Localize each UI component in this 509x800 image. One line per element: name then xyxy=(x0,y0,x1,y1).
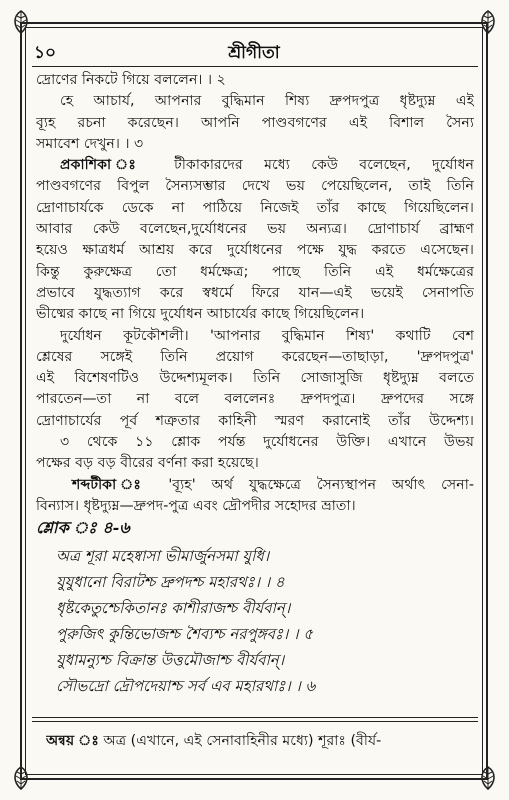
sloka-heading: শ্লোক ঃ ৪-৬ xyxy=(36,518,130,538)
leaf-ornament-icon xyxy=(8,9,34,35)
line-text: হয়েও ক্ষাত্রধর্ম আশ্রয় করে দুর্যোধনের পক্ষে যুদ্ধ করতে এসেছেন। xyxy=(36,242,474,259)
running-title: শ্রীগীতা xyxy=(228,43,280,63)
leaf-ornament-icon xyxy=(8,765,34,791)
verse-line: ধৃষ্টকেতুশ্চেকিতানঃ কাশীরাজশ্চ বীর্যবান্। xyxy=(56,598,291,617)
text-line xyxy=(36,326,474,347)
text-line xyxy=(36,432,474,453)
line-text: টীকাকারদের মধ্যে কেউ বলেছেন, দুর্যোধন xyxy=(152,157,474,174)
line-text: হে আচার্য, আপনার বুদ্ধিমান শিষ্য দ্রুপদপুত্র ধৃষ্টদ্যুম্ন এই xyxy=(60,93,474,110)
line-text: পাণ্ডবগণের বিপুল সৈন্যসম্ভার দেখে ভয় পেয়েছিলেন, তাই তিনি xyxy=(36,178,474,195)
text-line xyxy=(36,240,474,261)
line-text: ভীষ্মের কাছে না গিয়ে দুর্যোধন আচার্যের কাছে গিয়েছিলেন। xyxy=(36,306,365,323)
anvaya-text: অত্র (এখানে, এই সেনাবাহিনীর মধ্যে) শূরাঃ (বীর্য- xyxy=(98,733,382,749)
text-line xyxy=(36,134,474,155)
text-line xyxy=(36,411,474,432)
text-line xyxy=(36,368,474,389)
term-label: প্রকাশিকা ঃ xyxy=(60,157,153,174)
footer-divider xyxy=(32,717,478,718)
text-line xyxy=(36,389,474,410)
page-number: ১০ xyxy=(34,43,57,63)
text-line xyxy=(36,304,474,325)
line-text: সমাবেশ দেখুন। । ৩ xyxy=(36,135,144,152)
leaf-ornament-icon xyxy=(475,9,501,35)
footer-divider xyxy=(32,721,478,722)
verse-line: অত্র শূরা মহেষ্বাসা ভীমার্জুনসমা যুধি। xyxy=(56,546,270,565)
text-line xyxy=(36,283,474,304)
line-text: শ্লেষের সঙ্গেই তিনি প্রয়োগ করেছেন—তাছাড়া, 'দ্রুপদপুত্র' xyxy=(36,348,474,365)
footer-anvaya xyxy=(46,730,474,754)
anvaya-label: অন্বয় ঃ xyxy=(46,733,99,749)
text-line xyxy=(36,176,474,197)
line-text: পারতেন—তা না বলে বললেনঃ দ্রুপদপুত্র। দ্রুপদের সঙ্গে xyxy=(36,391,474,408)
text-line xyxy=(36,198,474,219)
line-text: দ্রোণের নিকটে গিয়ে বললেন। । ২ xyxy=(36,72,226,88)
text-line xyxy=(36,496,474,517)
page-header xyxy=(34,40,474,62)
verse-line: পুরুজিৎ কুন্তিভোজশ্চ শৈব্যশ্চ নরপুঙ্গবঃ। । ৫ xyxy=(56,624,313,643)
verse-line: যুযুধানো বিরাটশ্চ দ্রুপদশ্চ মহারথঃ। । ৪ xyxy=(56,572,285,591)
text-line xyxy=(36,219,474,240)
line-text: দ্রোণাচার্যকে ডেকে না পাঠিয়ে নিজেই তাঁর কাছে গিয়েছিলেন। xyxy=(36,199,474,216)
text-line xyxy=(36,91,474,112)
line-text: 'ব্যূহ' অর্থ যুদ্ধক্ষেত্রে সৈন্যস্থাপন অর্থাৎ সেনা- xyxy=(152,476,474,493)
line-text: কিন্তু কুরুক্ষেত্র তো ধর্মক্ষেত্র; পাছে তিনি এই ধর্মক্ষেত্রের xyxy=(36,263,474,280)
verse-line: সৌভদ্রো দ্রৌপদেয়াশ্চ সর্ব এব মহারথাঃ। । ৬ xyxy=(56,676,316,695)
line-text: বিন্যাস। ধৃষ্টদ্যুম্ন—দ্রুপদ-পুত্র এবং দ্রৌপদীর সহোদর ভ্রাতা। xyxy=(36,497,356,514)
line-text: ব্যূহ রচনা করেছেন। আপনি পাণ্ডবগণের এই বিশাল সৈন্য xyxy=(36,114,474,131)
line-text: ৩ থেকে ১১ শ্লোক পর্যন্ত দুর্যোধনের উক্তি। এখানে উভয় xyxy=(60,434,474,451)
line-text: আবার কেউ বলেছেন,দুর্যোধনের ভয় অন্যত্র। দ্রোণাচার্য ব্রাহ্মণ xyxy=(36,221,474,238)
term-label: শব্দটীকা ঃ xyxy=(72,476,153,493)
verse-line: যুধামন্যুশ্চ বিক্রান্ত উত্তমৌজাশ্চ বীর্যবান্। xyxy=(56,650,285,669)
line-text: প্রভাবে যুদ্ধত্যাগ করে স্বধর্মে ফিরে যান—এই ভয়েই সেনাপতি xyxy=(36,284,474,301)
text-line xyxy=(36,453,474,474)
text-line xyxy=(36,70,474,91)
text-line xyxy=(36,475,474,496)
line-text: দুর্যোধন কূটকৌশলী। 'আপনার বুদ্ধিমান শিষ্য' কথাটি বেশ xyxy=(60,327,474,344)
text-line xyxy=(36,347,474,368)
sloka-verses xyxy=(36,543,474,699)
line-text: এই বিশেষণটিও উদ্দেশ্যমূলক। তিনি সোজাসুজি ধৃষ্টদ্যুম্ন বলতে xyxy=(36,370,474,387)
text-line xyxy=(36,113,474,134)
commentary-text xyxy=(36,70,474,517)
text-line xyxy=(36,262,474,283)
text-line xyxy=(36,155,474,176)
header-divider xyxy=(32,66,478,67)
line-text: দ্রোণাচার্যের পূর্ব শত্রুতার কাহিনী স্মরণ করানোই তাঁর উদ্দেশ্য। xyxy=(36,412,474,429)
line-text: পক্ষের বড় বড় বীরের বর্ণনা করা হয়েছে। xyxy=(36,455,259,472)
page-body xyxy=(36,70,474,699)
leaf-ornament-icon xyxy=(475,765,501,791)
